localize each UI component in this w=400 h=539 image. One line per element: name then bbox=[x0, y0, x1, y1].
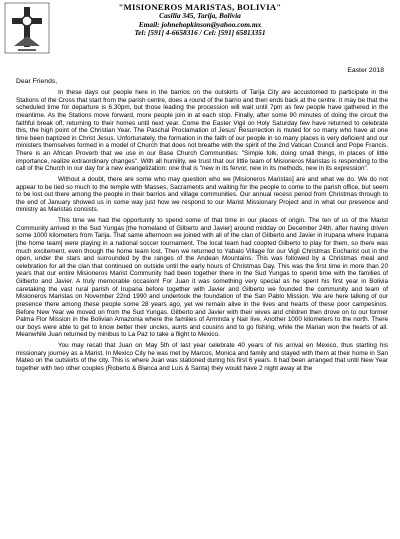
paragraph: You may recall that Juan on May 5th of last year celebrate 40 years of his arrival en Mexico, thus starting his missionary journey as a Marist. In Mexico City he was met by Marcos, Monica and family and stayed with them at their home in San Mateo on the outskirts of the city. This is where Juan was stationed during his first 6 years. It had been arranged that until New Year together with two other couples (Roberto & Blanca and Luis & Santa) they would have 2 night away at the bbox=[16, 342, 388, 372]
letterhead bbox=[60, 2, 340, 38]
letter-date: Easter 2018 bbox=[347, 67, 384, 74]
marist-cross-logo bbox=[4, 2, 50, 54]
org-name: "MISIONEROS MARISTAS, BOLIVIA" bbox=[118, 2, 282, 12]
postal-address: Casilla 345, Tarija, Bolivia bbox=[159, 11, 241, 20]
email-line: Email: johnehopkinson@yahoo.com.mx bbox=[138, 19, 262, 29]
paragraph: This time we had the opportunity to spend some of that time in our places of origin. The ten of us of the Marist Community arrived in the Sud Yungas [the homeland of Gilberto and Javier] around midday on December 24th, after having driven some 1000 kilometers from Tarija. That same afternoon we joined with all of the clan of Gilberto and Javier in Irupana where Irupana [the home team] were playing in a national soccer tournament. The local team had coopted Gilberto to play for them, so there was much excitement, even though the home team lost. Then we returned to Yabalo Village for our Vigil Christmas Eucharist out in the open, under the stars and surrounded by the ranges of the Andean Mountains. This was followed by a Christmas meal and celebration for all the clan that continued on outside until the early hours of Christmas Day. This was the first time in more than 20 years that our entire Misioneros Marist Community had been together there in the Sud Yungas to spend time with the families of Gilberto and Javier. A truly memorable occasion! For Juan it was something very special as he spent his first year in Bolivia caretaking the vast rural parish of Irupana before together with Javier and Gilberto we founded the community and team of Misioneros Maristas on November 22nd 1990 and undertook the foundation of the San Pablo Mission. We are here talking of our presence there among these people some 28 years ago, yet we remain alive in the lives and hearts of these poor campesinos. Before New Year we moved on from the Sud Yungas. Gilberto and Javier with their wives and children then drove on to our former Palma Flor Mission in the Bolivian Amazonia where the families of Arminda y Nair live. Another 1000 kilometers to the north. There our boys were able to get to know better their uncles, aunts and cousins and to go fishing, while the Marian won the hearts of all. Meanwhile Juan returned by minibus to La Paz to take a flight to Mexico. bbox=[16, 217, 388, 339]
letter-body bbox=[16, 89, 388, 376]
paragraph: Without a doubt, there are some who may question who we [Misioneros Maristas] are and what we do. We do not appear to be tied so much to the temple with Masses, Sacraments and waiting for the people to come to the parish office, but seem to be lost out there among the people in their barrios and village communities. Our annual recess period from Christmas through to the end of January showed us in some way just how we respond to our Marist Missionary Project and in what our presence and ministry as Maristas consists. bbox=[16, 175, 388, 214]
paragraph: In these days our people here in the barrios on the outskirts of Tarija City are accustomed to participate in the Stations of the Cross that start from the parish centre, does a round of the barrio and then ends back at the centre. It may be that the scheduled time for departure is 6.30pm, but those leading the procession will wait until 7pm as few people have gathered in the meantime. As the Stations move forward, more people join in at each stop. Finally, after some 90 minutes of doing the circuit the faithful break off, returning to their homes until next year. Come the Easter Vigil on Holy Saturday few have returned to celebrate this, the high point of the Christian Year. The Paschal Proclamation of Jesus' Resurrection is muted for so many who have at one time been baptized in Christ Jesus. Unfortunately, the formation in the faith of our people in so many places is very deficient and our ministers themselves formed in a model of Church that does not breathe with the spirit of the 2nd Vatican Council and Pope Francis. There is an African Proverb that we use in our Base Church Communities: "Simple folk, doing small things, in places of little importance, realize extraordinary changes". With all humility, we trust that our little team of Misioneros Maristas is responding to the call of the Church in our day for a new evangelization: one that is "new in its fervor, new in its methods, new in its expression". bbox=[16, 89, 388, 173]
phone-line: Tel: [591] 4-6658316 / Cel: [591] 65813351 bbox=[134, 28, 266, 38]
greeting: Dear Friends, bbox=[16, 78, 58, 85]
